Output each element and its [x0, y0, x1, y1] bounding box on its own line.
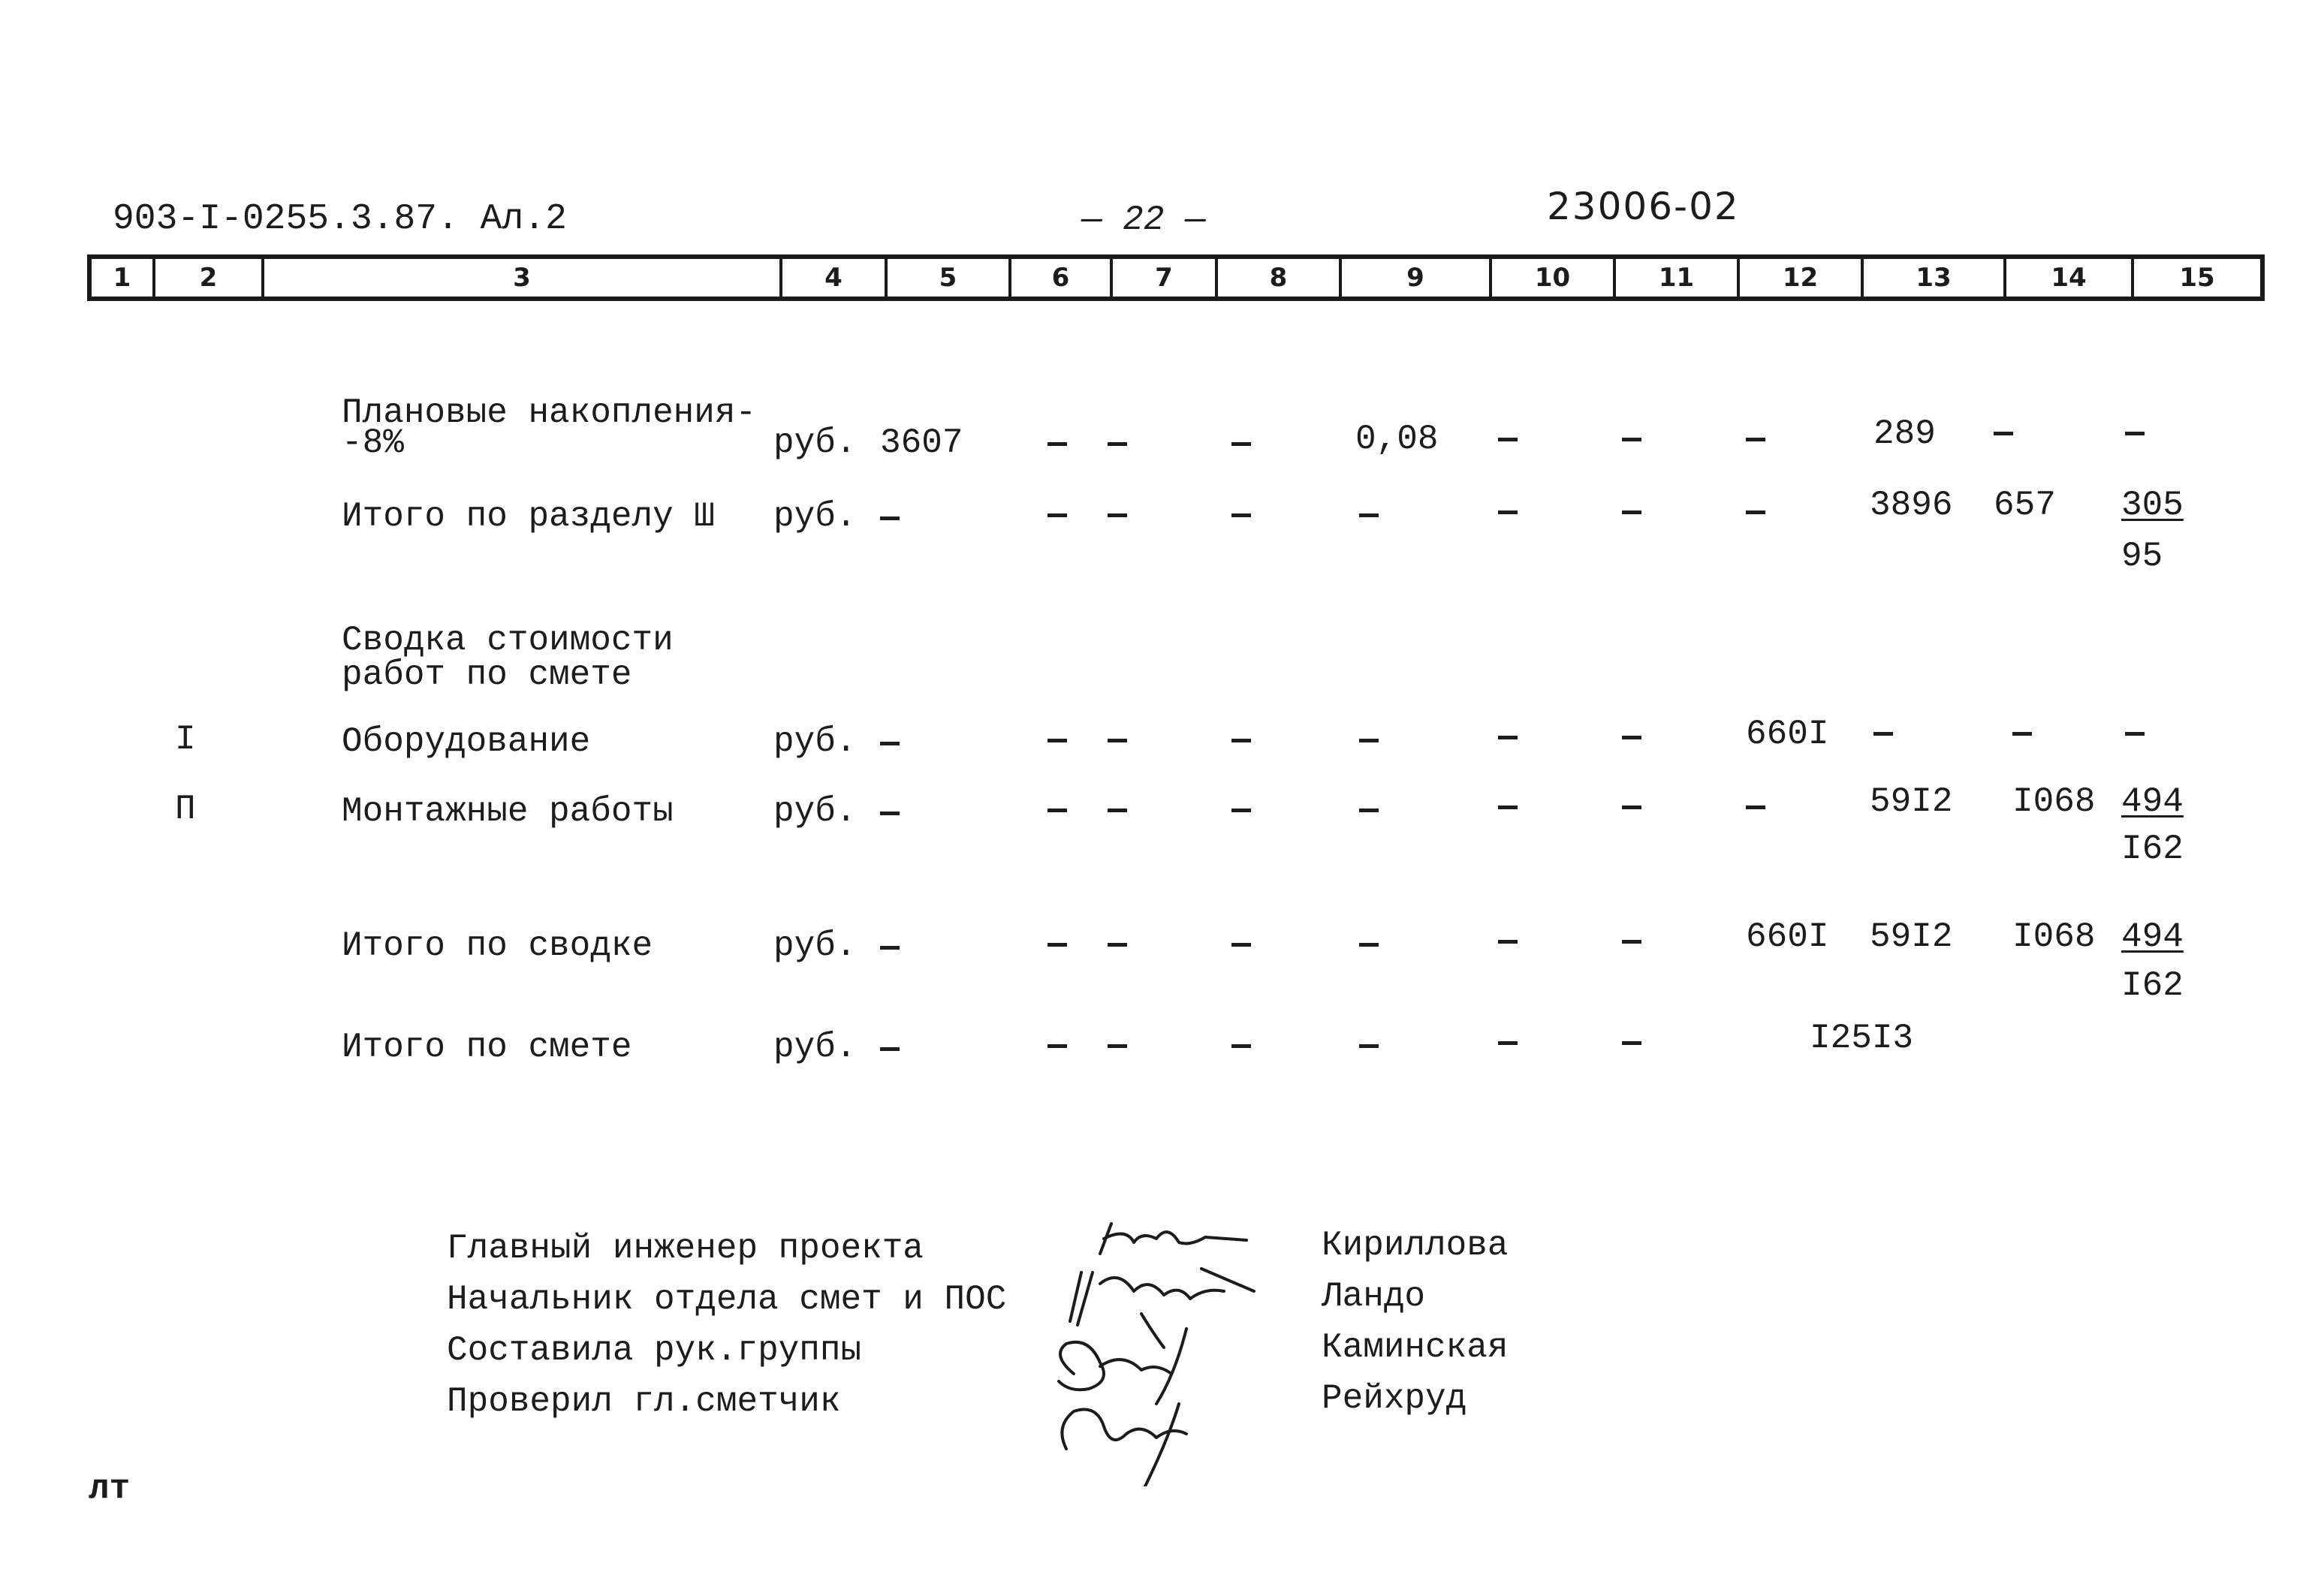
dash — [1746, 510, 1765, 514]
planned-savings-col5: 3607 — [880, 423, 963, 462]
dash — [880, 946, 900, 950]
column-header-5: 5 — [888, 259, 1011, 297]
planned-savings-label-line2: -8% — [342, 423, 404, 462]
installation-col15-top: 494 — [2121, 782, 2184, 821]
dash — [1231, 513, 1251, 517]
dash — [1231, 442, 1251, 446]
summary-total-label: Итого по сводке — [342, 926, 653, 965]
dash — [1108, 513, 1127, 517]
dash — [1047, 943, 1067, 947]
dash — [1622, 806, 1641, 809]
dash — [1231, 809, 1251, 812]
dash — [1873, 732, 1893, 736]
planned-savings-col13: 289 — [1873, 414, 1936, 453]
equipment-unit: руб. — [773, 722, 857, 761]
column-header-8: 8 — [1218, 259, 1342, 297]
column-header-10: 10 — [1492, 259, 1616, 297]
handwritten-signatures — [1029, 1201, 1299, 1486]
dash — [1622, 510, 1641, 514]
dash — [1231, 739, 1251, 742]
signature-3 — [1059, 1329, 1186, 1404]
planned-savings-label-line1: Плановые накопления- — [342, 393, 757, 432]
dash — [1047, 809, 1067, 812]
signature-2 — [1070, 1269, 1254, 1348]
dash — [1498, 438, 1518, 441]
dash — [1359, 1044, 1379, 1048]
dash — [1108, 809, 1127, 812]
column-header-12: 12 — [1740, 259, 1864, 297]
column-header-15: 15 — [2179, 263, 2215, 293]
signoff-role-chief-estimator: Проверил гл.сметчик — [447, 1382, 841, 1421]
signoff-name-4: Рейхруд — [1322, 1379, 1467, 1418]
dash — [2125, 732, 2145, 736]
dash — [2012, 732, 2032, 736]
installation-col14: I068 — [2012, 782, 2096, 821]
signature-1 — [1100, 1224, 1246, 1254]
signoff-name-1: Кириллова — [1322, 1226, 1509, 1265]
installation-label: Монтажные работы — [342, 792, 674, 831]
signoff-role-head-estimates: Начальник отдела смет и ПОС — [447, 1280, 1007, 1319]
installation-row-number: П — [175, 790, 196, 829]
column-header-9: 9 — [1342, 259, 1492, 297]
dash — [1231, 943, 1251, 947]
dash — [880, 1047, 900, 1051]
dash — [1622, 1041, 1641, 1045]
document-code: 903-I-0255.3.87. Ал.2 — [113, 199, 567, 239]
summary-total-col13: 59I2 — [1870, 917, 1953, 956]
planned-savings-col9: 0,08 — [1355, 420, 1439, 459]
estimate-total-unit: руб. — [773, 1028, 857, 1067]
dash — [1108, 739, 1127, 742]
signoff-role-chief-engineer: Главный инженер проекта — [447, 1229, 924, 1268]
installation-col13: 59I2 — [1870, 782, 1953, 821]
dash — [1108, 943, 1127, 947]
dash — [1746, 806, 1765, 809]
equipment-label: Оборудование — [342, 722, 591, 761]
dash — [1047, 442, 1067, 446]
column-header-3: 3 — [264, 259, 782, 297]
section-total-col13: 3896 — [1870, 486, 1953, 525]
dash — [1622, 736, 1641, 739]
dash — [1498, 736, 1518, 739]
summary-total-col15-top: 494 — [2121, 917, 2184, 956]
dash — [1622, 438, 1641, 441]
handwritten-number: 23006-02 — [1547, 185, 1740, 228]
dash — [1622, 940, 1641, 944]
section-total-unit: руб. — [773, 497, 857, 536]
column-header-4: 4 — [782, 259, 888, 297]
dash — [1359, 739, 1379, 742]
dash — [1047, 1044, 1067, 1048]
estimate-total-value: I25I3 — [1810, 1019, 1914, 1058]
summary-total-col12: 660I — [1746, 917, 1829, 956]
signature-4 — [1062, 1404, 1186, 1486]
dash — [1231, 1044, 1251, 1048]
column-header-row — [87, 254, 2265, 301]
dash — [880, 812, 900, 815]
signoff-role-group-lead: Составила рук.группы — [447, 1331, 862, 1370]
dash — [1359, 513, 1379, 517]
signoff-name-2: Ландо — [1322, 1277, 1426, 1316]
signoff-name-3: Каминская — [1322, 1328, 1509, 1367]
dash — [1108, 442, 1127, 446]
dash — [1746, 438, 1765, 441]
summary-heading-line2: работ по смете — [342, 655, 632, 694]
estimate-total-label: Итого по смете — [342, 1028, 632, 1067]
section-total-col15-top: 305 — [2121, 486, 2184, 525]
summary-total-unit: руб. — [773, 926, 857, 965]
dash — [1047, 739, 1067, 742]
installation-unit: руб. — [773, 792, 857, 831]
column-header-11: 11 — [1616, 259, 1740, 297]
column-header-6: 6 — [1011, 259, 1113, 297]
installation-col15-bottom: I62 — [2121, 830, 2184, 869]
column-header-7: 7 — [1113, 259, 1218, 297]
dash — [1498, 806, 1518, 809]
dash — [880, 742, 900, 745]
dash — [1994, 432, 2013, 435]
dash — [2125, 432, 2145, 435]
summary-heading-line1: Сводка стоимости — [342, 621, 674, 660]
column-header-2: 2 — [155, 259, 264, 297]
section-total-col14: 657 — [1994, 486, 2056, 525]
dash — [1498, 510, 1518, 514]
section-total-col15-bottom: 95 — [2121, 537, 2163, 576]
equipment-col12: 660I — [1746, 715, 1829, 754]
dash — [1498, 940, 1518, 944]
column-header-1: 1 — [92, 259, 155, 297]
summary-total-col15-bottom: I62 — [2121, 966, 2184, 1005]
dash — [1108, 1044, 1127, 1048]
section-total-label: Итого по разделу Ш — [342, 497, 715, 536]
page-number: — 22 — — [1081, 200, 1206, 239]
summary-total-col14: I068 — [2012, 917, 2096, 956]
dash — [1047, 513, 1067, 517]
column-header-14: 14 — [2006, 259, 2134, 297]
dash — [1498, 1041, 1518, 1045]
dash — [1359, 809, 1379, 812]
dash — [880, 516, 900, 520]
dash — [1359, 943, 1379, 947]
column-header-13: 13 — [1864, 259, 2006, 297]
footer-mark: лт — [89, 1469, 131, 1508]
equipment-row-number: I — [175, 720, 196, 759]
planned-savings-unit: руб. — [773, 423, 857, 462]
